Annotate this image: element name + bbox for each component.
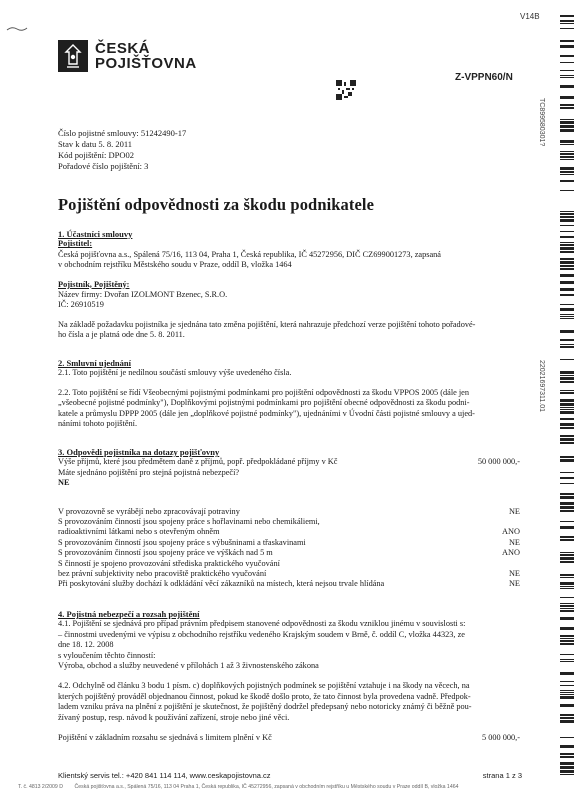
- answer-label: S provozováním činností jsou spojeny práce s výbušninami a třaskavinami: [58, 537, 306, 547]
- form-code: Z-VPPN60/N: [455, 72, 513, 83]
- client-service: Klientský servis tel.: +420 841 114 114, www.ceskapojistovna.cz: [58, 771, 271, 780]
- income-value: 50 000 000,-: [477, 457, 520, 467]
- state-date: Stav k datu 5. 8. 2011: [58, 139, 133, 149]
- answer-row: [58, 559, 520, 569]
- page-number: strana 1 z 3: [482, 771, 522, 780]
- answer-value: NE: [508, 569, 520, 579]
- answer-list: [58, 507, 520, 590]
- answer-row: [58, 517, 520, 527]
- contract-meta: [58, 128, 186, 172]
- risks-p1-line5: Výroba, obchod a služby neuvedené v přílohách 1 až 3 živnostenského zákona: [58, 661, 319, 671]
- brand-line2: POJIŠŤOVNA: [95, 55, 197, 72]
- order-number: Pořadové číslo pojištění: 3: [58, 161, 149, 171]
- section4-heading: 4. Pojistná nebezpečí a rozsah pojištění: [58, 609, 200, 619]
- limit-label: Pojištění v základním rozsahu se sjednává s limitem plnění v Kč: [58, 733, 272, 743]
- section1-heading: 1. Účastníci smlouvy: [58, 229, 133, 239]
- limit-value: 5 000 000,-: [481, 733, 520, 743]
- risks-p2-line3: ladem vzniku práva na plnění z pojištění je skutečnost, že pojištěný dodržel předepsaný nebo notoricky známý či běžně pou-: [58, 702, 472, 712]
- risks-p1-line1: 4.1. Pojištění se sjednává pro případ právním předpisem stanovené odpovědnosti za škodu vzniklou jinému v souvislosti s:: [58, 619, 466, 629]
- change-note-line2: ho čísla a je platná ode dne 5. 8. 2011.: [58, 330, 185, 340]
- answer-value: ANO: [502, 527, 520, 537]
- terms-p2-line1: 2.2. Toto pojištění se řídí Všeobecnými pojistnými podmínkami pro pojištění odpovědnosti za škodu VPPOS 2005 (dále jen: [58, 387, 470, 397]
- risks-p2-line1: 4.2. Odchylně od článku 3 bodu 1 písm. c) doplňkových pojistných podmínek se pojištění vztahuje i na škody na věcech, na: [58, 681, 470, 691]
- section2-heading: 2. Smluvní ujednání: [58, 358, 131, 368]
- answer-row: [58, 538, 520, 548]
- contract-number: Číslo pojistné smlouvy: 51242490-17: [58, 128, 187, 138]
- answer-label: Při poskytování služby dochází k odkládání věcí zákazníků na místech, která nejsou trvale hlídána: [58, 579, 385, 589]
- risks-p1-line3: dne 18. 12. 2008: [58, 640, 114, 650]
- answer-label: V provozovně se vyrábějí nebo zpracovávají potraviny: [58, 506, 240, 516]
- terms-p2-line3: katele a průmyslu DPPP 2005 (dále jen „doplňkové pojistné podmínky"), ujednáními v Úvodní části pojistné smlouvy a ujed-: [58, 408, 475, 418]
- form-id: T. č. 4813 2/2009 D: [18, 784, 63, 790]
- section-risks: [58, 609, 520, 743]
- section-terms: [58, 358, 520, 429]
- answer-value: NE: [508, 579, 520, 589]
- footer: [58, 771, 522, 780]
- risks-p1-line2: – činnostmi uvedenými ve výpisu z obchodního rejstříku vedeného Krajským soudem v Brně, č. oddíl C, vložka 44323, ze: [58, 629, 465, 639]
- holder-label: Pojistník, Pojištěný:: [58, 279, 130, 289]
- version-label: V14B: [520, 12, 540, 21]
- answer-row: [58, 579, 520, 589]
- side-code-mid: 22021697311.01: [538, 360, 545, 413]
- income-label: Výše příjmů, které jsou předmětem daně z příjmů, popř. předpokládané příjmy v Kč: [58, 457, 338, 467]
- terms-p2-line4: náními tohoto pojištění.: [58, 419, 138, 429]
- product-code: Kód pojištění: DPO02: [58, 150, 135, 160]
- other-insurance-value: NE: [58, 478, 70, 488]
- risks-p2-line2: kterých pojištěný prováděl objednanou činnost, pokud ke škodě došlo proto, že tato činnost byla provedena vadně. Předpok-: [58, 691, 471, 701]
- insurer-line2: v obchodním rejstříku Městského soudu v Praze, oddíl B, vložka 1464: [58, 260, 292, 270]
- barcode-strip: [548, 15, 574, 785]
- answer-row: [58, 527, 520, 537]
- qr-code-icon: [336, 80, 356, 100]
- risks-p1-line4: s vyloučením těchto činností:: [58, 650, 156, 660]
- risks-p2-line4: žívaný postup, resp. návod k používání zařízení, stroje nebo jiné věci.: [58, 712, 290, 722]
- scribble-mark: [6, 20, 28, 28]
- ceska-pojistovna-logo-icon: [58, 40, 88, 72]
- answer-row: [58, 507, 520, 517]
- other-insurance-label: Máte sjednáno pojištění pro stejná pojistná nebezpečí?: [58, 467, 240, 477]
- answer-row: [58, 569, 520, 579]
- terms-p1: 2.1. Toto pojištění je nedílnou součástí smlouvy výše uvedeného čísla.: [58, 368, 292, 378]
- brand-name: [95, 41, 197, 71]
- change-note-line1: Na základě požadavku pojistníka je sjednána tato změna pojištění, která nahrazuje předchozí verze pojištění tohoto pořadové-: [58, 319, 476, 329]
- footer-legal: [18, 784, 558, 790]
- holder-name: Název firmy: Dvořan IZOLMONT Bzenec, S.R.O.: [58, 290, 228, 300]
- answer-label: S provozováním činností jsou spojeny práce ve výškách nad 5 m: [58, 548, 273, 558]
- answer-label: S činností je spojeno provozování střediska praktického vyučování: [58, 558, 280, 568]
- insurer-label: Pojistitel:: [58, 239, 93, 249]
- legal-text: Česká pojišťovna a.s., Spálená 75/16, 113 04 Praha 1, Česká republika, IČ 45272956, zapsaná v obchodním rejstříku u Městského soudu v Praze oddíl B, vložka 1464: [74, 784, 459, 790]
- holder-ic: IČ: 26910519: [58, 300, 104, 310]
- answer-label: radioaktivními látkami nebo s otevřeným ohněm: [58, 527, 220, 537]
- answer-value: NE: [508, 537, 520, 547]
- document-title: Pojištění odpovědnosti za škodu podnikatele: [58, 195, 375, 214]
- answer-label: S provozováním činností jsou spojeny práce s hořlavinami nebo chemikáliemi,: [58, 517, 320, 527]
- answer-label: bez právní subjektivity nebo pracoviště praktického vyučování: [58, 569, 267, 579]
- answer-value: ANO: [502, 548, 520, 558]
- section3-heading: 3. Odpovědi pojistníka na dotazy pojišťovny: [58, 447, 220, 457]
- answer-row: [58, 548, 520, 558]
- brand-line1: ČESKÁ: [95, 40, 151, 57]
- answer-value: NE: [508, 506, 520, 516]
- section-answers: [58, 447, 520, 590]
- terms-p2-line2: „všeobecné pojistné podmínky"), Doplňkovými pojistnými podmínkami pro pojištění obecné odpovědnosti za škodu podni-: [58, 398, 470, 408]
- section-participants: [58, 229, 520, 341]
- insurer-line1: Česká pojišťovna a.s., Spálená 75/16, 113 04, Praha 1, Česká republika, IČ 45272956, DIČ CZ699001273, zapsaná: [58, 249, 441, 259]
- side-code-top: TC899580301?: [538, 98, 545, 147]
